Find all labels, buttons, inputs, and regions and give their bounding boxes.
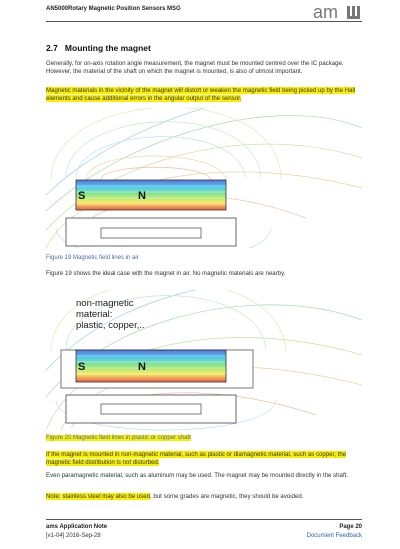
label-plastic-copper: plastic, copper,..	[76, 320, 145, 331]
paragraph-figure19-desc: Figure 19 shows the ideal case with the magnet in air. No magnetic materials are nearby.	[46, 270, 286, 277]
highlighted-caption: Figure 20 Magnetic field lines in plastic or copper shaft	[46, 435, 191, 441]
figure-19-caption: Figure 19 Magnetic field lines in air	[46, 255, 139, 261]
header-title: AN5000Rotary Magnetic Position Sensors MSG	[46, 6, 181, 12]
note-highlight: stainless steel may also be used	[62, 493, 151, 500]
label-non-magnetic: non-magnetic	[76, 298, 134, 309]
figure-20-caption	[46, 435, 191, 441]
section-heading	[46, 43, 151, 53]
ams-logo	[313, 2, 361, 22]
footer-page-number: Page 20	[339, 524, 362, 530]
paragraph-intro: Generally, for on-axis rotation angle measurement, the magnet must be mounted centred over the IC package. However, the material of the shaft on which the magnet is mounted, is also of utmost important.	[46, 60, 344, 76]
note-rest: , but some grades are magnetic, they should be avoided.	[150, 493, 304, 500]
magnet-body	[76, 350, 226, 382]
document-feedback-link[interactable]: Document Feedback	[306, 533, 362, 539]
section-number: 2.7	[46, 43, 58, 53]
pole-north-label: N	[138, 361, 146, 373]
paragraph-magnetic-materials	[46, 87, 362, 103]
section-title: Mounting the magnet	[64, 43, 151, 53]
pole-north-label: N	[138, 190, 146, 202]
label-material: material:	[76, 309, 113, 320]
note-prefix: Note:	[46, 493, 61, 500]
header-rule	[46, 21, 362, 22]
footer-rule	[46, 519, 362, 520]
figure-19-field-lines	[46, 108, 362, 248]
paragraph-non-magnetic	[46, 451, 362, 467]
sensor-die	[101, 404, 201, 414]
ams-logo-text: am	[313, 2, 339, 22]
figure-20-field-lines	[46, 290, 362, 432]
pole-south-label: S	[78, 190, 86, 202]
highlighted-text: If the magnet is mounted in non-magnetic material, such as plastic or diamagnetic material, such as copper, the magnetic field distribution is not disturbed.	[46, 451, 347, 467]
pole-south-label: S	[78, 361, 86, 373]
highlighted-text: Magnetic materials in the vicinity of the magnet will distort or weaken the magnetic field being picked up by the Hall elements and cause additional errors in the angular output of the sensor.	[46, 87, 356, 103]
magnet-body	[76, 180, 226, 210]
footer-version: [v1-04] 2016-Sep-28	[46, 533, 101, 539]
paragraph-paramagnetic: Even paramagnetic material, such as aluminum may be used. The magnet may be mounted directly in the shaft.	[46, 472, 349, 479]
footer-doc-title: ams Application Note	[46, 524, 108, 530]
sensor-die	[101, 228, 201, 238]
paragraph-note	[46, 493, 362, 501]
